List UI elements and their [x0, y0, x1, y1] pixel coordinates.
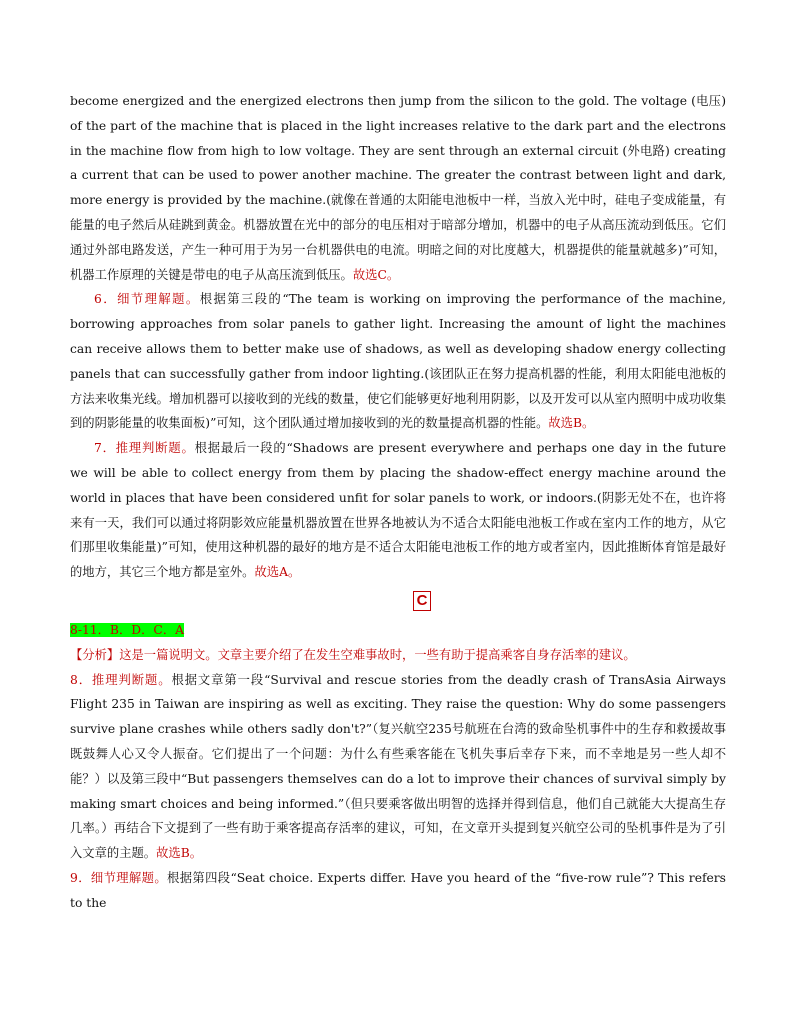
- section-answers-line: [70, 618, 726, 643]
- paragraph-q6-explanation: [70, 287, 726, 436]
- q8-answer: 故选B。: [156, 846, 203, 861]
- q6-answer: 故选B。: [548, 416, 595, 431]
- section-heading: [70, 588, 726, 618]
- q8-type: 推理判断题。: [92, 672, 172, 687]
- paragraph-q9-explanation: [70, 866, 726, 916]
- q6-number: 6．: [94, 292, 118, 307]
- q7-answer: 故选A。: [254, 565, 301, 580]
- q9-number: 9．: [70, 870, 91, 885]
- answer-key-highlight: 8-11．B．D．C．A: [70, 622, 184, 637]
- q7-type: 推理判断题。: [115, 441, 195, 456]
- q6-text: 根据第三段的“The team is working on improving the performance of the machine, borrowing approaches from solar panels to gather light. Increasing the amount of light the machines can receive allows them to better make use of shadows, as well as developing shadow energy collecting panels that can successfully gather from indoor lighting.(该团队正在努力提高机器的性能，利用太阳能电池板的方法来收集光线。增加机器可以接收到的光线的数量，使它们能够更好地利用阴影，以及开发可以从室内照明中成功收集到的阴影能量的收集面板)”可知，这个团队通过增加接收到的光的数量提高机器的性能。: [70, 292, 726, 431]
- paragraph-q8-explanation: [70, 668, 726, 866]
- q8-text: 根据文章第一段“Survival and rescue stories from the deadly crash of TransAsia Airways Flight 235 in Taiwan are inspiring as well as exciting. They raise the question: Why do some passengers survive plane crashes while others sadly don't?”（复兴航空235号航班在台湾的致命坠机事件中的生存和救援故事既鼓舞人心又令人振奋。它们提出了一个问题：为什么有些乘客能在飞机失事后幸存下来，而不幸地是另一些人却不能？）以及第三段中“But passengers themselves can do a lot to improve their chances of survival simply by making smart choices and being informed.”（但只要乘客做出明智的选择并得到信息，他们自己就能大大提高生存几率。）再结合下文提到了一些有助于乘客提高存活率的建议，可知，在文章开头提到复兴航空公司的坠机事件是为了引入文章的主题。: [70, 672, 726, 861]
- q7-number: 7．: [94, 441, 116, 456]
- q8-number: 8．: [70, 672, 93, 687]
- analysis-paragraph: 【分析】这是一篇说明文。文章主要介绍了在发生空难事故时，一些有助于提高乘客自身存活率的建议。: [70, 647, 636, 662]
- section-letter-c: C: [413, 591, 432, 611]
- paragraph-q5-explanation: [70, 89, 726, 287]
- q9-text: 根据第四段“Seat choice. Experts differ. Have you heard of the “five-row rule”? This refers to the: [70, 870, 726, 910]
- q5-text: become energized and the energized electrons then jump from the silicon to the gold. The voltage (电压) of the part of the machine that is placed in the light increases relative to the dark part and the electrons in the machine flow from high to low voltage. They are sent through an external circuit (外电路) creating a current that can be used to power another machine. The greater the contrast between light and dark, more energy is provided by the machine.(就像在普通的太阳能电池板中一样，当放入光中时，硅电子变成能量，有能量的电子然后从硅跳到黄金。机器放置在光中的部分的电压相对于暗部分增加，机器中的电子从高压流动到低压。它们通过外部电路发送，产生一种可用于为另一台机器供电的电流。明暗之间的对比度越大，机器提供的能量就越多)”可知，机器工作原理的关键是带电的电子从高压流到低压。: [70, 94, 726, 282]
- q9-type: 细节理解题。: [90, 870, 168, 885]
- q7-text: 根据最后一段的“Shadows are present everywhere and perhaps one day in the future we will be able to collect energy from them by placing the shadow-effect energy machine around the world in places that have been considered unfit for solar panels to work, or indoors.(阴影无处不在，也许将来有一天，我们可以通过将阴影效应能量机器放置在世界各地被认为不适合太阳能电池板工作或在室内工作的地方，从它们那里收集能量)”可知，使用这种机器的最好的地方是不适合太阳能电池板工作的地方或者室内，因此推断体育馆是最好的地方，其它三个地方都是室外。: [70, 441, 726, 580]
- document-body: [70, 89, 726, 916]
- q5-answer: 故选C。: [352, 267, 400, 282]
- q6-type: 细节理解题。: [117, 292, 200, 307]
- paragraph-q7-explanation: [70, 436, 726, 585]
